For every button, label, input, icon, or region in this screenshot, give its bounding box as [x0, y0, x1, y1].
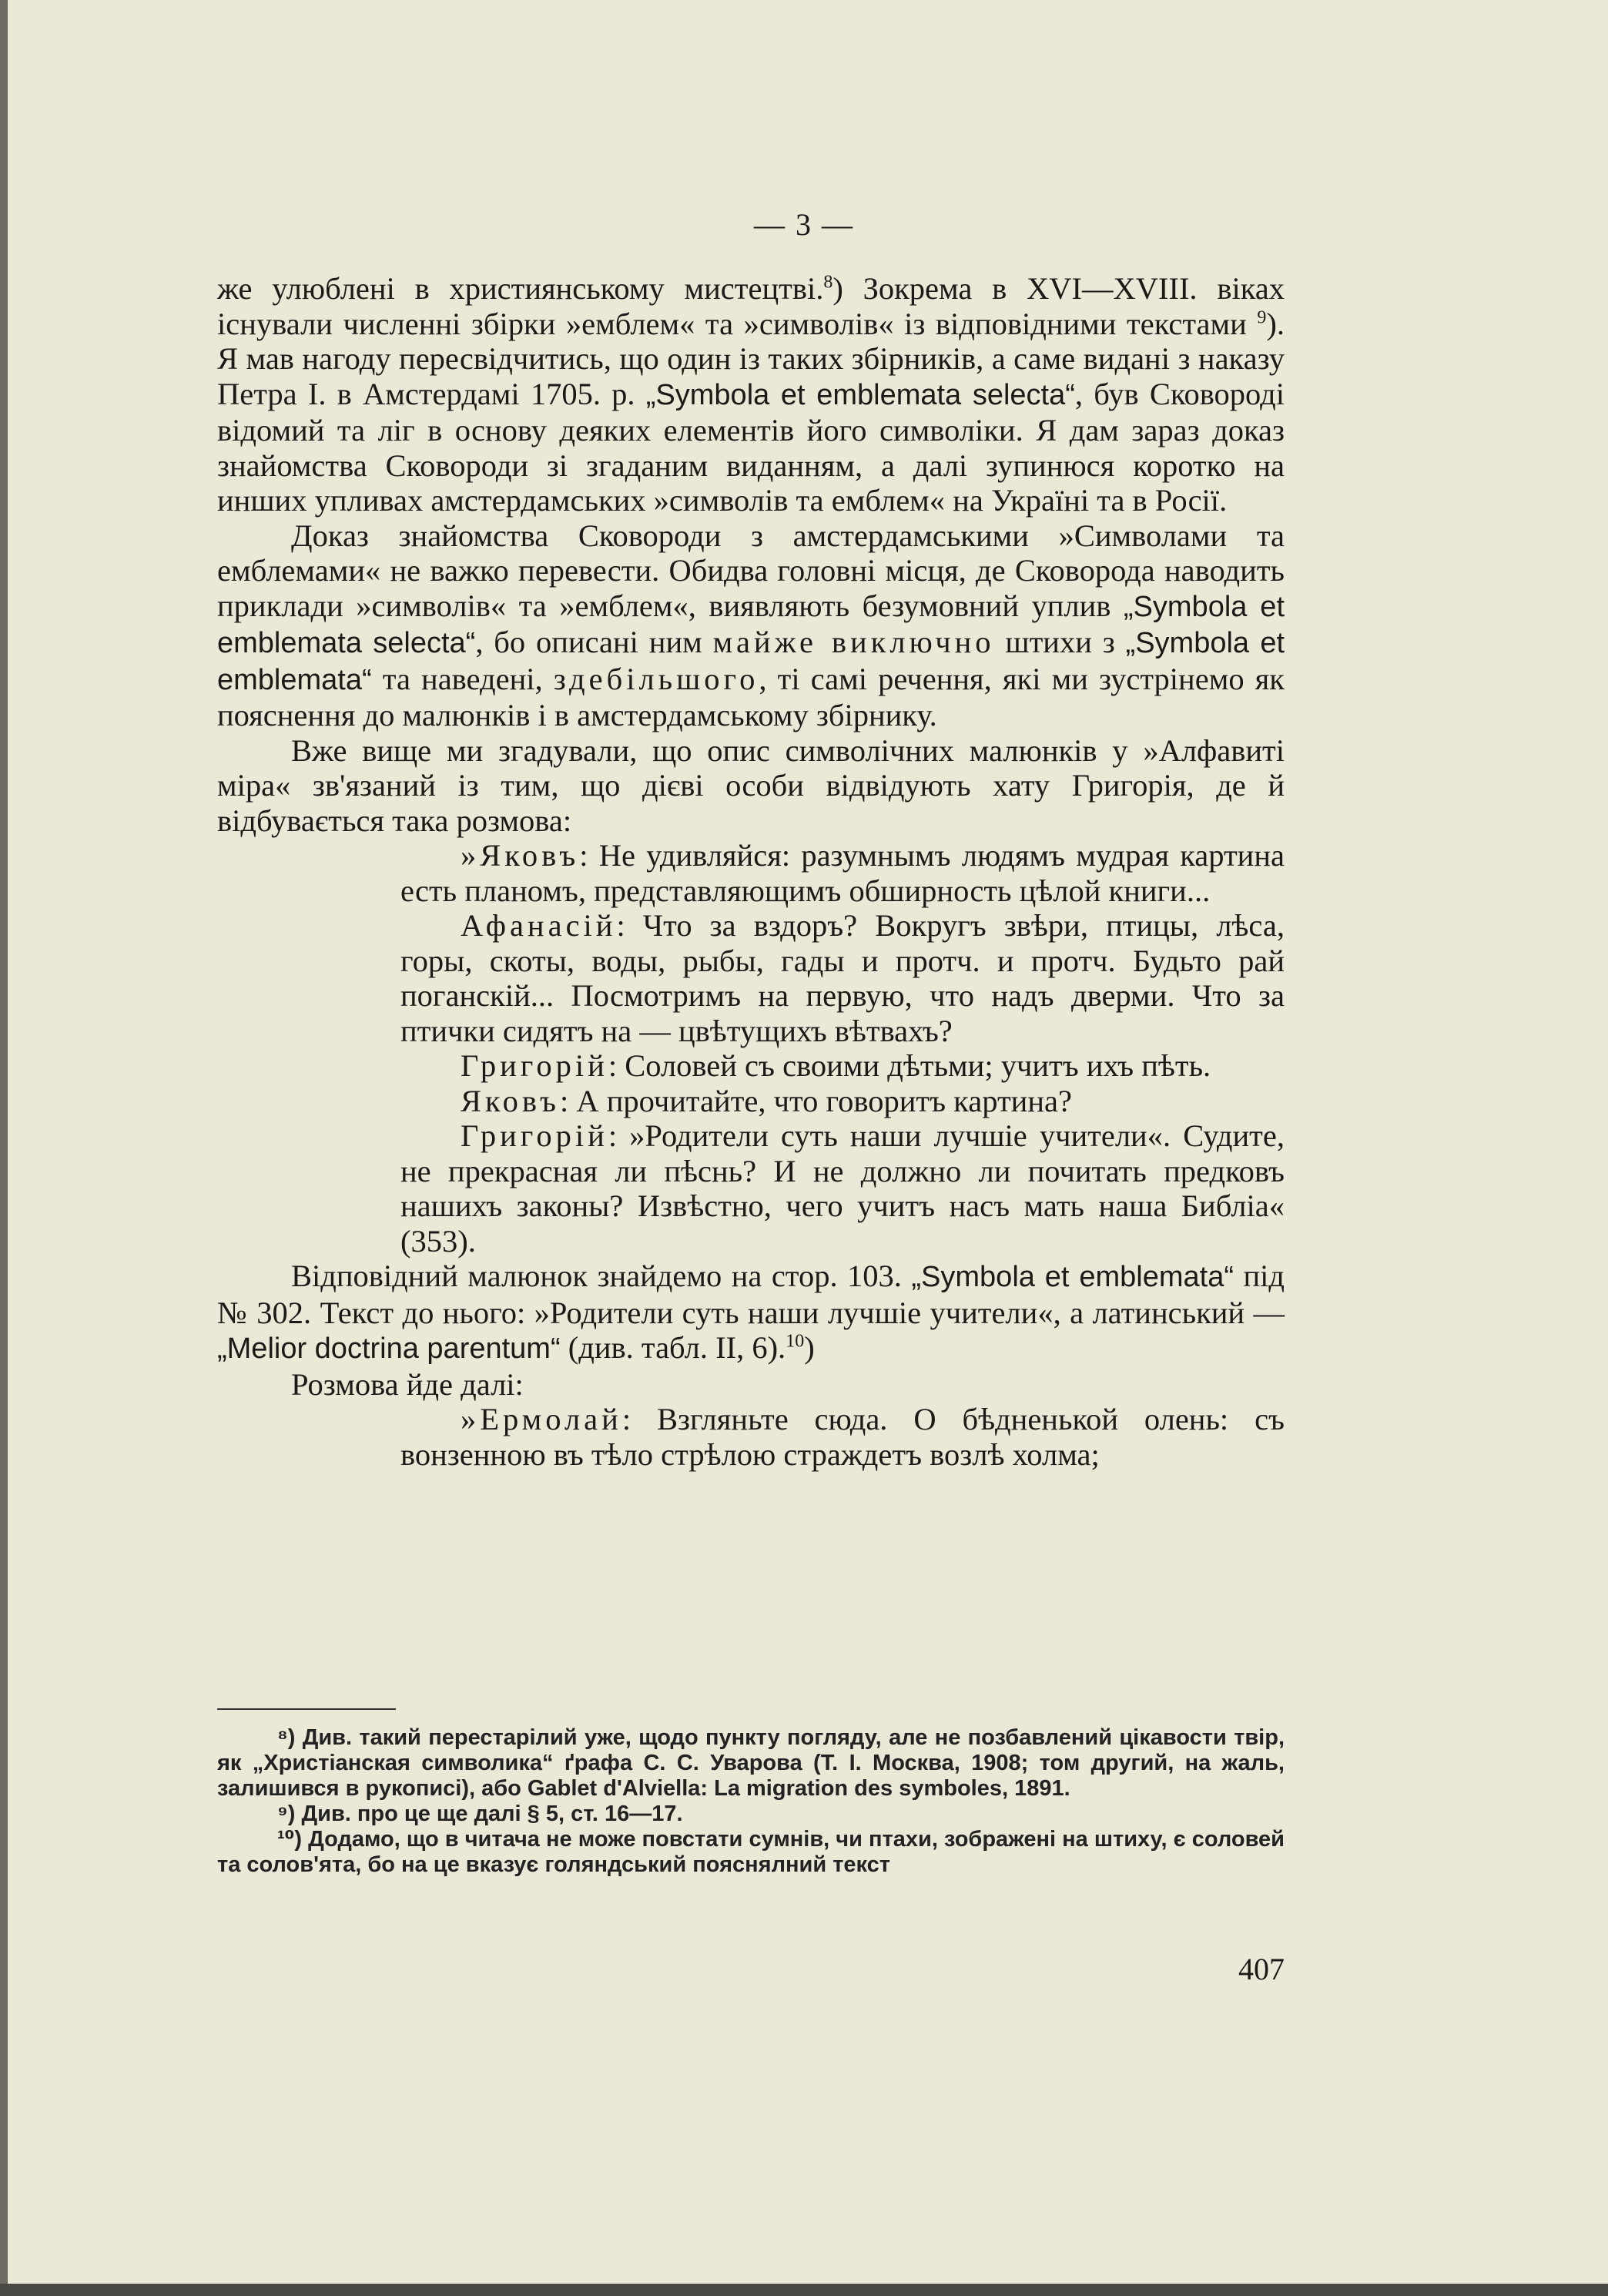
- text-span: штихи з: [994, 625, 1126, 659]
- speech-text: : »Родители суть наши лучшіе учители«. Судите, не прекрасная ли пѣснь? И не должно ли почитать предковъ нашихъ законы? Извѣстно, чего учитъ насъ мать наша Библіа« (353).: [400, 1118, 1285, 1259]
- speech-text: : Взгляньте сюда. О бѣдненькой олень: съ вонзенною въ тѣло стрѣлою страждетъ возлѣ холма;: [400, 1402, 1285, 1472]
- header-page-number: — 3 —: [754, 207, 854, 242]
- quote-hryhorii-2: [400, 1118, 1285, 1259]
- scan-edge-left: [0, 0, 8, 2296]
- text-span: та наведені,: [371, 661, 554, 696]
- text-span: же улюблені в християнському мистецтві.: [217, 271, 824, 306]
- quote-yakiv-2: [400, 1084, 1285, 1119]
- paragraph-1: [217, 271, 1285, 518]
- speaker-name: »Ермолай: [461, 1402, 622, 1436]
- speaker-name: Яковъ: [461, 1083, 560, 1118]
- paragraph-2: [217, 518, 1285, 733]
- footnote-ref-8: 8: [823, 272, 833, 293]
- speech-text: : Не удивляйся: разумнымъ людямъ мудрая картина есть планомъ, представляющимъ обширность цѣлой книги...: [400, 838, 1285, 908]
- text-span: під № 302. Текст до нього: »Родители суть наши лучшіе учители«, а латинський —: [217, 1259, 1285, 1330]
- quote-hryhorii-1: [400, 1048, 1285, 1084]
- speech-text: : Что за вздоръ? Вокругъ звѣри, птицы, лѣса, горы, скоты, воды, рыбы, гады и протч. и протч. Будьто рай поганскій... Посмотримъ на первую, что надъ дверми. Что за птички сидятъ на — цвѣтущихъ вѣтвахъ?: [400, 908, 1285, 1048]
- footnote-divider: [217, 1708, 396, 1710]
- speech-text: : Соловей съ своими дѣтьми; учитъ ихъ пѣть.: [608, 1048, 1211, 1083]
- text-span: , бо описані ним: [475, 625, 713, 659]
- speech-text: : А прочитайте, что говоритъ картина?: [559, 1083, 1072, 1118]
- body-text: [217, 271, 1285, 1472]
- text-span: ). Я мав нагоду пересвідчитись, що один із таких збірників, а саме видані з наказу Петра I. в Амстердамі 1705. р.: [217, 306, 1285, 411]
- quote-afanasii: [400, 908, 1285, 1048]
- paragraph-5: Розмова йде далі:: [291, 1366, 524, 1402]
- speaker-name: Григорій: [461, 1048, 608, 1083]
- book-title: „Symbola et emblemata“: [217, 627, 1285, 696]
- emphasis: майже виключно: [712, 625, 995, 659]
- text-span: , був Сковороді відомий та ліг в основу деяких елементів його символіки. Я дам зараз доказ знайомства Сковороди зі згаданим виданням, а далі зупинюся коротко на инших упливах амстердамських »символів та емблем« на Україні та в Росії.: [217, 376, 1285, 518]
- footnotes: [217, 1725, 1285, 1878]
- speaker-name: Афанасій: [461, 908, 617, 943]
- paragraph-4: [217, 1259, 1285, 1367]
- latin-motto: „Melior doctrina parentum“: [217, 1332, 561, 1365]
- footnote-9: ⁹) Див. про це ще далі § 5, ст. 16—17.: [277, 1802, 683, 1826]
- text-span: (див. табл. II, 6).: [560, 1330, 786, 1365]
- quote-yakiv: [400, 838, 1285, 908]
- paragraph-3: Вже вище ми згадували, що опис символічних малюнків у »Алфавиті міра« зв'язаний із тим, що дієві особи відвідують хату Григорія, де й відбувається така розмова:: [217, 732, 1285, 838]
- footnote-ref-10: 10: [786, 1331, 805, 1352]
- speaker-name: »Яковъ: [461, 838, 580, 873]
- speaker-name: Григорій: [461, 1118, 608, 1153]
- book-title: „Symbola et emblemata selecta“: [217, 590, 1285, 659]
- book-title: „Symbola et emblemata selecta“: [645, 378, 1075, 411]
- text-span: Доказ знайомства Сковороди з амстердамськими »Символами та емблемами« не важко перевести. Обидва головні місця, де Сковорода наводить приклади »символів« та »емблем«, виявляють безумовний уплив: [217, 518, 1285, 623]
- text-span: , ті самі речення, які ми зустрінемо як пояснення до малюнків і в амстердамському збірнику.: [217, 661, 1285, 732]
- emphasis: здебільшого: [553, 661, 759, 696]
- book-title: „Symbola et emblemata“: [911, 1261, 1234, 1293]
- footnote-ref-9: 9: [1257, 307, 1267, 327]
- text-span: ): [804, 1330, 815, 1365]
- text-span: ) Зокрема в XVI—XVIII. віках існували численні збірки »емблем« та »символів« із відповідними текстами: [217, 271, 1285, 341]
- footnote-10: ¹⁰) Додамо, що в читача не може повстати сумнів, чи птахи, зображені на штиху, є соловей та солов'ята, бо на це вказує голяндський пояснялний текст: [217, 1827, 1285, 1877]
- text-span: Відповідний малюнок знайдемо на стор. 103.: [291, 1259, 912, 1293]
- footnote-8: ⁸) Див. такий перестарілий уже, щодо пункту погляду, але не позбавлений цікавости твір, як „Христіанская символика“ ґрафа С. С. Уварова (Т. I. Москва, 1908; том другий, на жаль, залишився в рукописі), або Gablet d'Alviella: La migration des symboles, 1891.: [217, 1725, 1285, 1801]
- scan-edge-bottom: [0, 2284, 1608, 2296]
- footer-page-number: 407: [1238, 1952, 1285, 1986]
- quote-yermolai: [400, 1402, 1285, 1472]
